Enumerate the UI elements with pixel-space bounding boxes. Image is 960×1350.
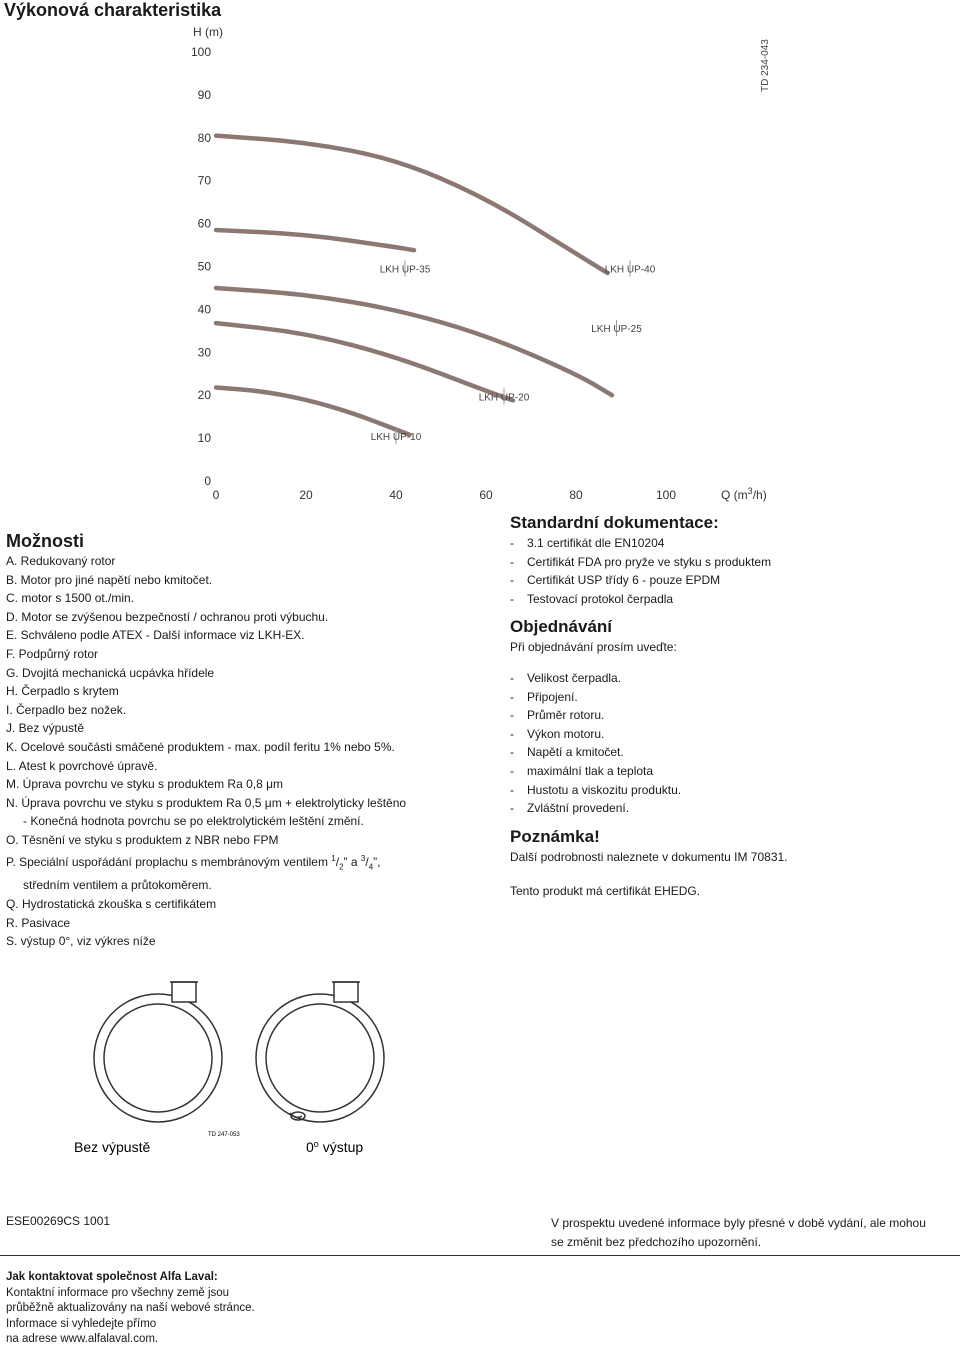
drawing-code-bottom: TD 247-053 <box>208 1132 240 1138</box>
option-item: Q. Hydrostatická zkouška s certifikátem <box>6 897 217 912</box>
ordering-item-text: Připojení. <box>527 689 578 704</box>
standard-doc-item-text: Certifikát USP třídy 6 - pouze EPDM <box>527 573 721 588</box>
ordering-item <box>510 669 950 688</box>
series-line-lkh-up-40 <box>216 136 608 273</box>
bullet-dash: - <box>510 782 514 797</box>
drawing-code: TD 234-043 <box>760 39 771 92</box>
series-line-lkh-up-35 <box>216 230 414 250</box>
ordering-item <box>510 781 950 800</box>
option-item: G. Dvojitá mechanická ucpávka hřídele <box>6 665 215 680</box>
bullet-dash: - <box>510 708 514 723</box>
option-item: L. Atest k povrchové úpravě. <box>6 758 158 773</box>
option-item: F. Podpůrný rotor <box>6 646 99 661</box>
x-tick-label: 0 <box>212 488 220 502</box>
x-tick-label: 80 <box>569 488 583 502</box>
series-label: LKH UP-10 <box>370 432 422 444</box>
series-label: LKH UP-35 <box>379 264 431 276</box>
ordering-intro: Při objednávání prosím uveďte: <box>510 640 677 655</box>
option-item: J. Bez výpustě <box>6 721 85 736</box>
ordering-item <box>510 706 950 725</box>
note-text-2: Tento produkt má certifikát EHEDG. <box>510 884 701 899</box>
options-list-after <box>6 895 476 951</box>
bullet-dash: - <box>510 689 514 704</box>
y-tick-label: 80 <box>197 130 211 145</box>
bullet-dash: - <box>510 554 514 569</box>
bullet-dash: - <box>510 573 514 588</box>
ordering-item-text: maximální tlak a teplota <box>527 763 654 778</box>
standard-docs-heading: Standardní dokumentace: <box>510 513 719 532</box>
y-tick-label: 60 <box>197 216 211 231</box>
x-tick-labels <box>213 488 677 502</box>
option-item: - Konečná hodnota povrchu se po elektrolytickém leštění změní. <box>23 814 364 829</box>
ordering-item <box>510 743 950 762</box>
ordering-item <box>510 725 950 744</box>
option-item: R. Pasivace <box>6 915 71 930</box>
drawing-label-0-outlet: 0$^o$ výstup <box>306 1139 364 1155</box>
standard-doc-item-text: Certifikát FDA pro pryže ve styku s produktem <box>527 554 772 569</box>
standard-doc-item <box>510 553 950 572</box>
document-number: ESE00269CS 1001 <box>6 1214 111 1228</box>
bullet-dash: - <box>510 745 514 760</box>
ordering-item-text: Hustotu a viskozitu produktu. <box>527 782 682 797</box>
y-tick-label: 20 <box>197 388 211 403</box>
y-tick-labels <box>191 45 211 488</box>
option-item: I. Čerpadlo bez nožek. <box>6 702 127 717</box>
standard-doc-item <box>510 571 950 590</box>
option-item: E. Schváleno podle ATEX - Další informace viz LKH-EX. <box>6 628 305 643</box>
option-item-p: P. Speciální uspořádání proplachu s membránovým ventilem $^1/_2$” a $^3/_4$”, <box>6 853 381 871</box>
bullet-dash: - <box>510 801 514 816</box>
performance-chart <box>0 18 960 508</box>
options-section <box>6 530 476 951</box>
y-tick-label: 50 <box>197 259 211 274</box>
contact-title: Jak kontaktovat společnost Alfa Laval: <box>6 1271 218 1283</box>
outlet-drawings <box>70 970 410 1165</box>
contact-line: průběžně aktualizovány na naší webové stránce. <box>6 1302 255 1314</box>
series-label: LKH UP-40 <box>604 264 656 276</box>
ordering-item-text: Zvláštní provedení. <box>527 801 630 816</box>
series-line-lkh-up-10 <box>216 387 410 434</box>
pump-curves <box>216 136 656 445</box>
x-tick-label: 20 <box>299 488 313 502</box>
option-item-p-continued: středním ventilem a průtokoměrem. <box>23 878 212 893</box>
ordering-list <box>510 669 950 818</box>
option-item: S. výstup 0°, viz výkres níže <box>6 934 156 949</box>
y-tick-label: 100 <box>190 45 211 59</box>
drawing-label-no-outlet: Bez výpustě <box>74 1139 151 1155</box>
x-tick-label: 100 <box>655 488 677 502</box>
x-tick-label: 40 <box>389 488 403 502</box>
y-tick-label: 0 <box>204 474 211 488</box>
y-tick-label: 70 <box>197 173 211 188</box>
x-axis-label: Q $(m^3/h)$ <box>721 486 767 502</box>
option-item: H. Čerpadlo s krytem <box>6 684 119 699</box>
ordering-item <box>510 799 950 818</box>
contact-line: Kontaktní informace pro všechny země jsou <box>6 1286 230 1299</box>
series-line-lkh-up-20 <box>216 323 513 400</box>
ordering-item-text: Průměr rotoru. <box>527 708 605 723</box>
bullet-dash: - <box>510 726 514 741</box>
standard-doc-item-text: 3.1 certifikát dle EN10204 <box>527 536 665 550</box>
ordering-item-text: Napětí a kmitočet. <box>527 745 624 760</box>
ordering-item <box>510 688 950 707</box>
series-label: LKH UP-25 <box>591 324 642 336</box>
note-heading: Poznámka! <box>510 826 600 846</box>
options-list <box>6 552 476 850</box>
series-label: LKH UP-20 <box>478 392 530 404</box>
option-item: O. Těsnění ve styku s produktem z NBR nebo FPM <box>6 832 279 847</box>
right-column <box>510 512 950 901</box>
option-item: K. Ocelové součásti smáčené produktem - max. podíl feritu 1% nebo 5%. <box>6 739 395 754</box>
contact-line: na adrese www.alfalaval.com. <box>6 1333 159 1345</box>
standard-doc-item <box>510 534 950 553</box>
option-item: C. motor s 1500 ot./min. <box>6 591 135 606</box>
bullet-dash: - <box>510 670 514 685</box>
bullet-dash: - <box>510 763 514 778</box>
pump-drawing-0-outlet <box>256 982 384 1122</box>
page-title: Výkonová charakteristika <box>4 0 222 20</box>
pump-drawing-no-outlet <box>94 982 222 1122</box>
bullet-dash: - <box>510 591 514 606</box>
y-tick-label: 40 <box>197 302 211 317</box>
y-tick-label: 90 <box>197 87 211 102</box>
y-tick-label: 10 <box>197 431 211 446</box>
note-text-1: Další podrobnosti naleznete v dokumentu IM 70831. <box>510 849 788 864</box>
y-axis-label: H (m) <box>193 25 223 39</box>
standard-docs-list <box>510 534 950 608</box>
disclaimer-notice: V prospektu uvedené informace byly přesné v době vydání, ale mohou se změnit bez předchozího upozornění. <box>551 1216 926 1249</box>
ordering-item <box>510 762 950 781</box>
option-item: A. Redukovaný rotor <box>6 554 116 568</box>
contact-line: Informace si vyhledejte přímo <box>6 1317 157 1330</box>
standard-doc-item <box>510 590 950 609</box>
ordering-item-text: Výkon motoru. <box>527 726 605 741</box>
option-item: N. Úprava povrchu ve styku s produktem Ra 0,5 μm + elektrolyticky leštěno <box>6 795 407 810</box>
contact-lines <box>6 1286 326 1348</box>
footer-divider <box>0 1255 960 1256</box>
option-item: B. Motor pro jiné napětí nebo kmitočet. <box>6 572 213 587</box>
x-tick-label: 60 <box>479 488 493 502</box>
contact-block <box>6 1270 326 1348</box>
standard-doc-item-text: Testovací protokol čerpadla <box>527 591 674 606</box>
option-item: D. Motor se zvýšenou bezpečností / ochranou proti výbuchu. <box>6 609 329 624</box>
series-line-lkh-up-25 <box>216 288 612 395</box>
options-heading: Možnosti <box>6 531 84 551</box>
option-item: M. Úprava povrchu ve styku s produktem Ra 0,8 μm <box>6 777 284 792</box>
bullet-dash: - <box>510 536 514 550</box>
ordering-item-text: Velikost čerpadla. <box>527 670 622 685</box>
ordering-heading: Objednávání <box>510 617 613 637</box>
y-tick-label: 30 <box>197 345 211 360</box>
